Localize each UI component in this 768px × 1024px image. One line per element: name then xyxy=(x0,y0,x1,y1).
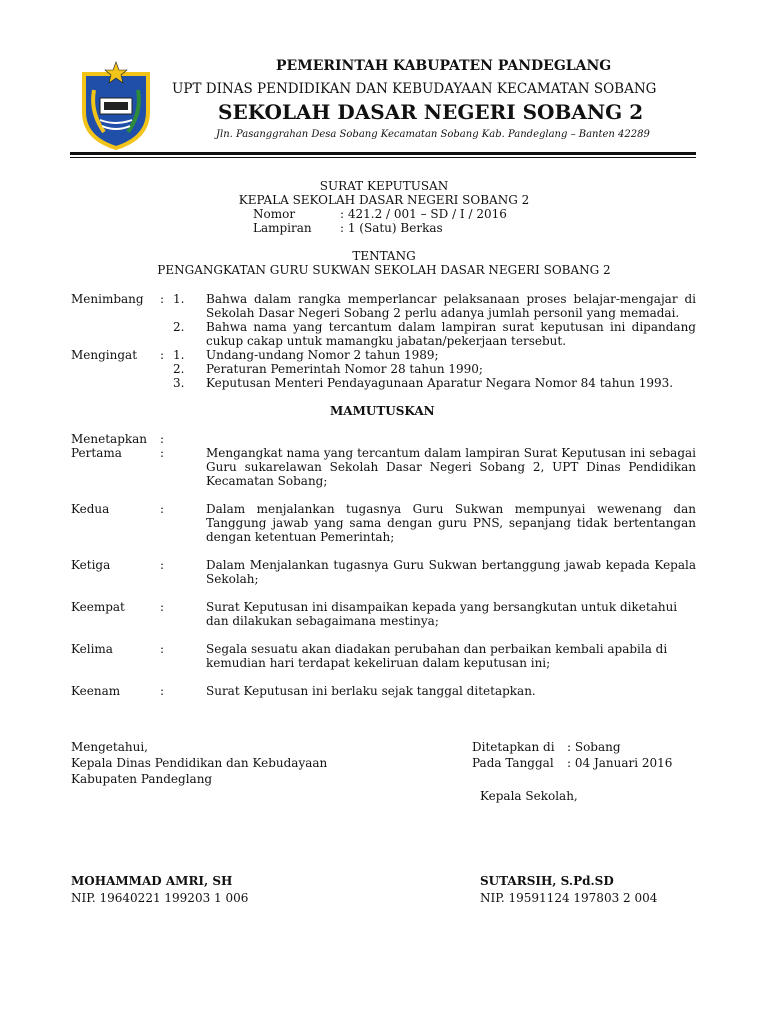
menimbang-item-1: Bahwa dalam rangka memperlancar pelaksanaan proses belajar-mengajar di Sekolah Dasar Negeri Sobang 2 perlu adanya jumlah personil yang memadai. xyxy=(206,292,696,320)
mengingat-item-2: Peraturan Pemerintah Nomor 28 tahun 1990; xyxy=(206,362,483,376)
sign-left-office: Kepala Dinas Pendidikan dan Kebudayaan xyxy=(71,756,328,770)
decision-text-ketiga: Dalam Menjalankan tugasnya Guru Sukwan bertanggung jawab kepada Kepala Sekolah; xyxy=(206,558,696,586)
sign-place-label: Ditetapkan di xyxy=(472,740,555,754)
mengingat-num-1: 1. xyxy=(173,348,185,362)
sign-left-nip: NIP. 19640221 199203 1 006 xyxy=(71,891,249,905)
decision-text-keempat: Surat Keputusan ini disampaikan kepada yang bersangkutan untuk diketahui dan dilakukan sebagaimana mestinya; xyxy=(206,600,678,628)
mengingat-num-2: 2. xyxy=(173,362,185,376)
sign-place-value: : Sobang xyxy=(567,740,621,754)
menetapkan-label: Menetapkan xyxy=(71,432,148,446)
lampiran-value: : 1 (Satu) Berkas xyxy=(340,221,443,235)
decision-label-kelima: Kelima xyxy=(71,642,113,656)
sign-left-acknowledged: Mengetahui, xyxy=(71,740,148,754)
menimbang-label: Menimbang xyxy=(71,292,144,306)
decision-label-keenam: Keenam xyxy=(71,684,121,698)
letterhead-agency: UPT DINAS PENDIDIKAN DAN KEBUDAYAAN KECAMATAN SOBANG xyxy=(172,81,657,97)
sign-right-name: SUTARSIH, S.Pd.SD xyxy=(480,874,614,888)
sign-date-value: : 04 Januari 2016 xyxy=(567,756,673,770)
decree-subject: PENGANGKATAN GURU SUKWAN SEKOLAH DASAR NEGERI SOBANG 2 xyxy=(157,263,611,277)
decision-colon: : xyxy=(160,446,165,460)
letterhead-government: PEMERINTAH KABUPATEN PANDEGLANG xyxy=(276,58,612,74)
doc-issuer: KEPALA SEKOLAH DASAR NEGERI SOBANG 2 xyxy=(238,193,530,207)
decision-colon: : xyxy=(160,642,165,656)
lampiran-label: Lampiran xyxy=(253,221,312,235)
tentang-heading: TENTANG xyxy=(352,249,416,263)
letterhead-rule-thin xyxy=(70,157,696,158)
menimbang-colon: : xyxy=(160,292,165,306)
menimbang-num-2: 2. xyxy=(173,320,185,334)
sign-right-nip: NIP. 19591124 197803 2 004 xyxy=(480,891,658,905)
letterhead-rule-thick xyxy=(70,152,696,155)
decision-text-kedua: Dalam menjalankan tugasnya Guru Sukwan mempunyai wewenang dan Tanggung jawab yang sama dengan guru PNS, sepanjang tidak bertentangan dengan ketentuan Pemerintah; xyxy=(206,502,696,544)
menimbang-item-2: Bahwa nama yang tercantum dalam lampiran surat keputusan ini dipandang cukup cakap untuk mamangku jabatan/pekerjaan tersebut. xyxy=(206,320,696,348)
decision-colon: : xyxy=(160,558,165,572)
menetapkan-colon: : xyxy=(160,432,165,446)
decision-label-keempat: Keempat xyxy=(71,600,125,614)
sign-right-role: Kepala Sekolah, xyxy=(480,789,578,803)
decision-text-keenam: Surat Keputusan ini berlaku sejak tanggal ditetapkan. xyxy=(206,684,536,698)
sign-left-regency: Kabupaten Pandeglang xyxy=(71,772,213,786)
mengingat-colon: : xyxy=(160,348,165,362)
decision-colon: : xyxy=(160,600,165,614)
mengingat-item-1: Undang-undang Nomor 2 tahun 1989; xyxy=(206,348,439,362)
nomor-label: Nomor xyxy=(253,207,296,221)
regency-emblem xyxy=(74,60,158,150)
decision-label-ketiga: Ketiga xyxy=(71,558,111,572)
mengingat-item-3: Keputusan Menteri Pendayagunaan Aparatur Negara Nomor 84 tahun 1993. xyxy=(206,376,674,390)
sign-left-name: MOHAMMAD AMRI, SH xyxy=(71,874,233,888)
decision-label-kedua: Kedua xyxy=(71,502,110,516)
decision-colon: : xyxy=(160,502,165,516)
letterhead-school: SEKOLAH DASAR NEGERI SOBANG 2 xyxy=(218,100,644,124)
nomor-value: : 421.2 / 001 – SD / I / 2016 xyxy=(340,207,507,221)
doc-title: SURAT KEPUTUSAN xyxy=(319,179,449,193)
letterhead-address: Jln. Pasanggrahan Desa Sobang Kecamatan Sobang Kab. Pandeglang – Banten 42289 xyxy=(216,129,650,140)
mengingat-label: Mengingat xyxy=(71,348,138,362)
menimbang-num-1: 1. xyxy=(173,292,185,306)
decision-text-kelima: Segala sesuatu akan diadakan perubahan dan perbaikan kembali apabila di kemudian hari terdapat kekeliruan dalam keputusan ini; xyxy=(206,642,668,670)
decision-colon: : xyxy=(160,684,165,698)
sign-date-label: Pada Tanggal xyxy=(472,756,554,770)
mengingat-num-3: 3. xyxy=(173,376,185,390)
decision-label-pertama: Pertama xyxy=(71,446,122,460)
decision-text-pertama: Mengangkat nama yang tercantum dalam lampiran Surat Keputusan ini sebagai Guru sukarelawan Sekolah Dasar Negeri Sobang 2, UPT Dinas Pendidikan Kecamatan Sobang; xyxy=(206,446,696,488)
mamutuskan-heading: MAMUTUSKAN xyxy=(330,404,435,418)
